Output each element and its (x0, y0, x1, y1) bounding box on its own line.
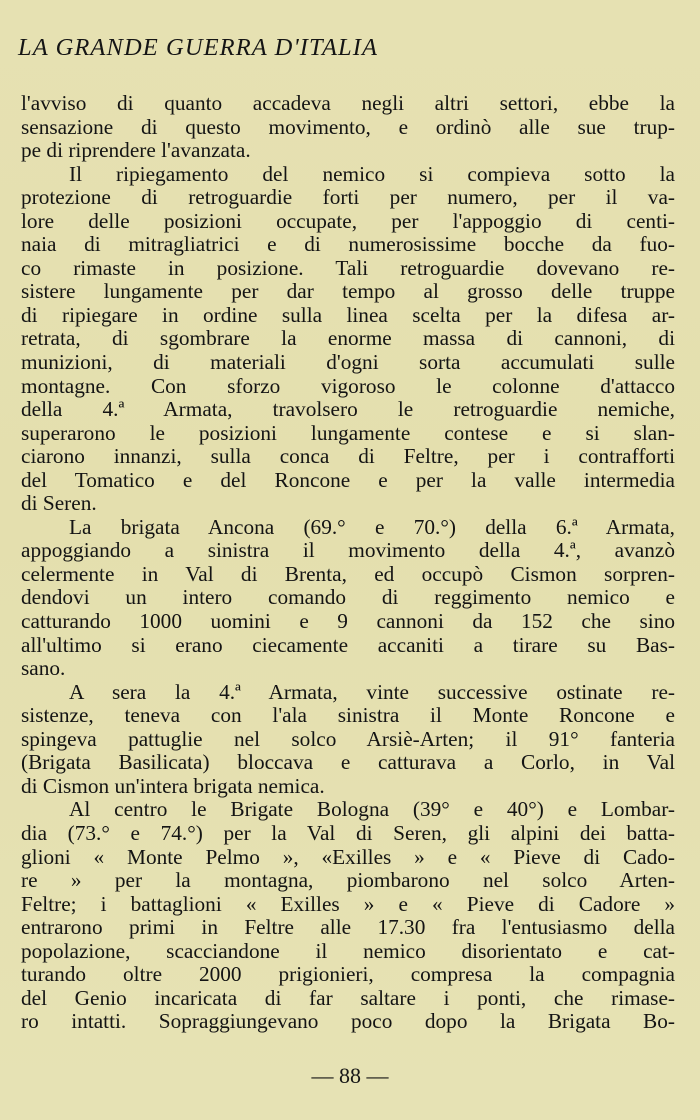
text-line: turando oltre 2000 prigionieri, compresa la compagnia (21, 963, 675, 987)
text-line: munizioni, di materiali d'ogni sorta accumulati sulle (21, 351, 675, 375)
text-line: retrata, di sgombrare la enorme massa di cannoni, di (21, 327, 675, 351)
text-line: protezione di retroguardie forti per numero, per il va- (21, 186, 675, 210)
text-line: dia (73.° e 74.°) per la Val di Seren, gli alpini dei batta- (21, 821, 675, 845)
text-line: A sera la 4.ª Armata, vinte successive ostinate re- (69, 680, 675, 704)
text-line: sistenze, teneva con l'ala sinistra il Monte Roncone e (21, 704, 675, 728)
running-head: LA GRANDE GUERRA D'ITALIA (18, 34, 379, 61)
text-line: montagne. Con sforzo vigoroso le colonne d'attacco (21, 374, 675, 398)
text-line: della 4.ª Armata, travolsero le retroguardie nemiche, (21, 398, 675, 422)
text-line: superarono le posizioni lungamente contese e si slan- (21, 421, 675, 445)
text-line: co rimaste in posizione. Tali retroguardie dovevano re- (21, 256, 675, 280)
text-line: Al centro le Brigate Bologna (39° e 40°) e Lombar- (69, 798, 675, 822)
body-text (21, 92, 675, 1034)
text-line: La brigata Ancona (69.° e 70.°) della 6.ª Armata, (69, 515, 675, 539)
text-line: (Brigata Basilicata) bloccava e catturava a Corlo, in Val (21, 751, 675, 775)
text-line: ro intatti. Sopraggiungevano poco dopo la Brigata Bo- (21, 1010, 675, 1034)
text-line: di Cismon un'intera brigata nemica. (21, 774, 325, 798)
text-line: entrarono primi in Feltre alle 17.30 fra l'entusiasmo della (21, 916, 675, 940)
text-line: del Genio incaricata di far saltare i ponti, che rimase- (21, 986, 675, 1010)
text-line: di Seren. (21, 492, 97, 516)
text-line: naia di mitragliatrici e di numerosissime bocche da fuo- (21, 233, 675, 257)
text-line: celermente in Val di Brenta, ed occupò Cismon sorpren- (21, 562, 675, 586)
text-line: spingeva pattuglie nel solco Arsiè-Arten; il 91° fanteria (21, 727, 675, 751)
text-line: re » per la montagna, piombarono nel solco Arten- (21, 869, 675, 893)
text-line: all'ultimo si erano ciecamente accaniti a tirare su Bas- (21, 633, 675, 657)
text-line: l'avviso di quanto accadeva negli altri settori, ebbe la (21, 92, 675, 115)
text-line: sistere lungamente per dar tempo al grosso delle truppe (21, 280, 675, 304)
text-line: lore delle posizioni occupate, per l'appoggio di centi- (21, 209, 675, 233)
text-line: popolazione, scacciandone il nemico disorientato e cat- (21, 939, 675, 963)
text-line: glioni « Monte Pelmo », «Exilles » e « Pieve di Cado- (21, 845, 675, 869)
text-line: sano. (21, 657, 66, 681)
text-line: catturando 1000 uomini e 9 cannoni da 152 che sino (21, 610, 675, 634)
text-line: appoggiando a sinistra il movimento della 4.ª, avanzò (21, 539, 675, 563)
text-line: del Tomatico e del Roncone e per la valle intermedia (21, 468, 675, 492)
text-line: di ripiegare in ordine sulla linea scelta per la difesa ar- (21, 303, 675, 327)
text-line: sensazione di questo movimento, e ordinò alle sue trup- (21, 115, 675, 139)
text-line: pe di riprendere l'avanzata. (21, 139, 251, 163)
page-number: — 88 — (311, 1063, 389, 1088)
text-line: Il ripiegamento del nemico si compieva sotto la (69, 162, 675, 186)
text-line: ciarono innanzi, sulla conca di Feltre, per i contrafforti (21, 445, 675, 469)
text-line: Feltre; i battaglioni « Exilles » e « Pieve di Cadore » (21, 892, 675, 916)
text-line: dendovi un intero comando di reggimento nemico e (21, 586, 675, 610)
